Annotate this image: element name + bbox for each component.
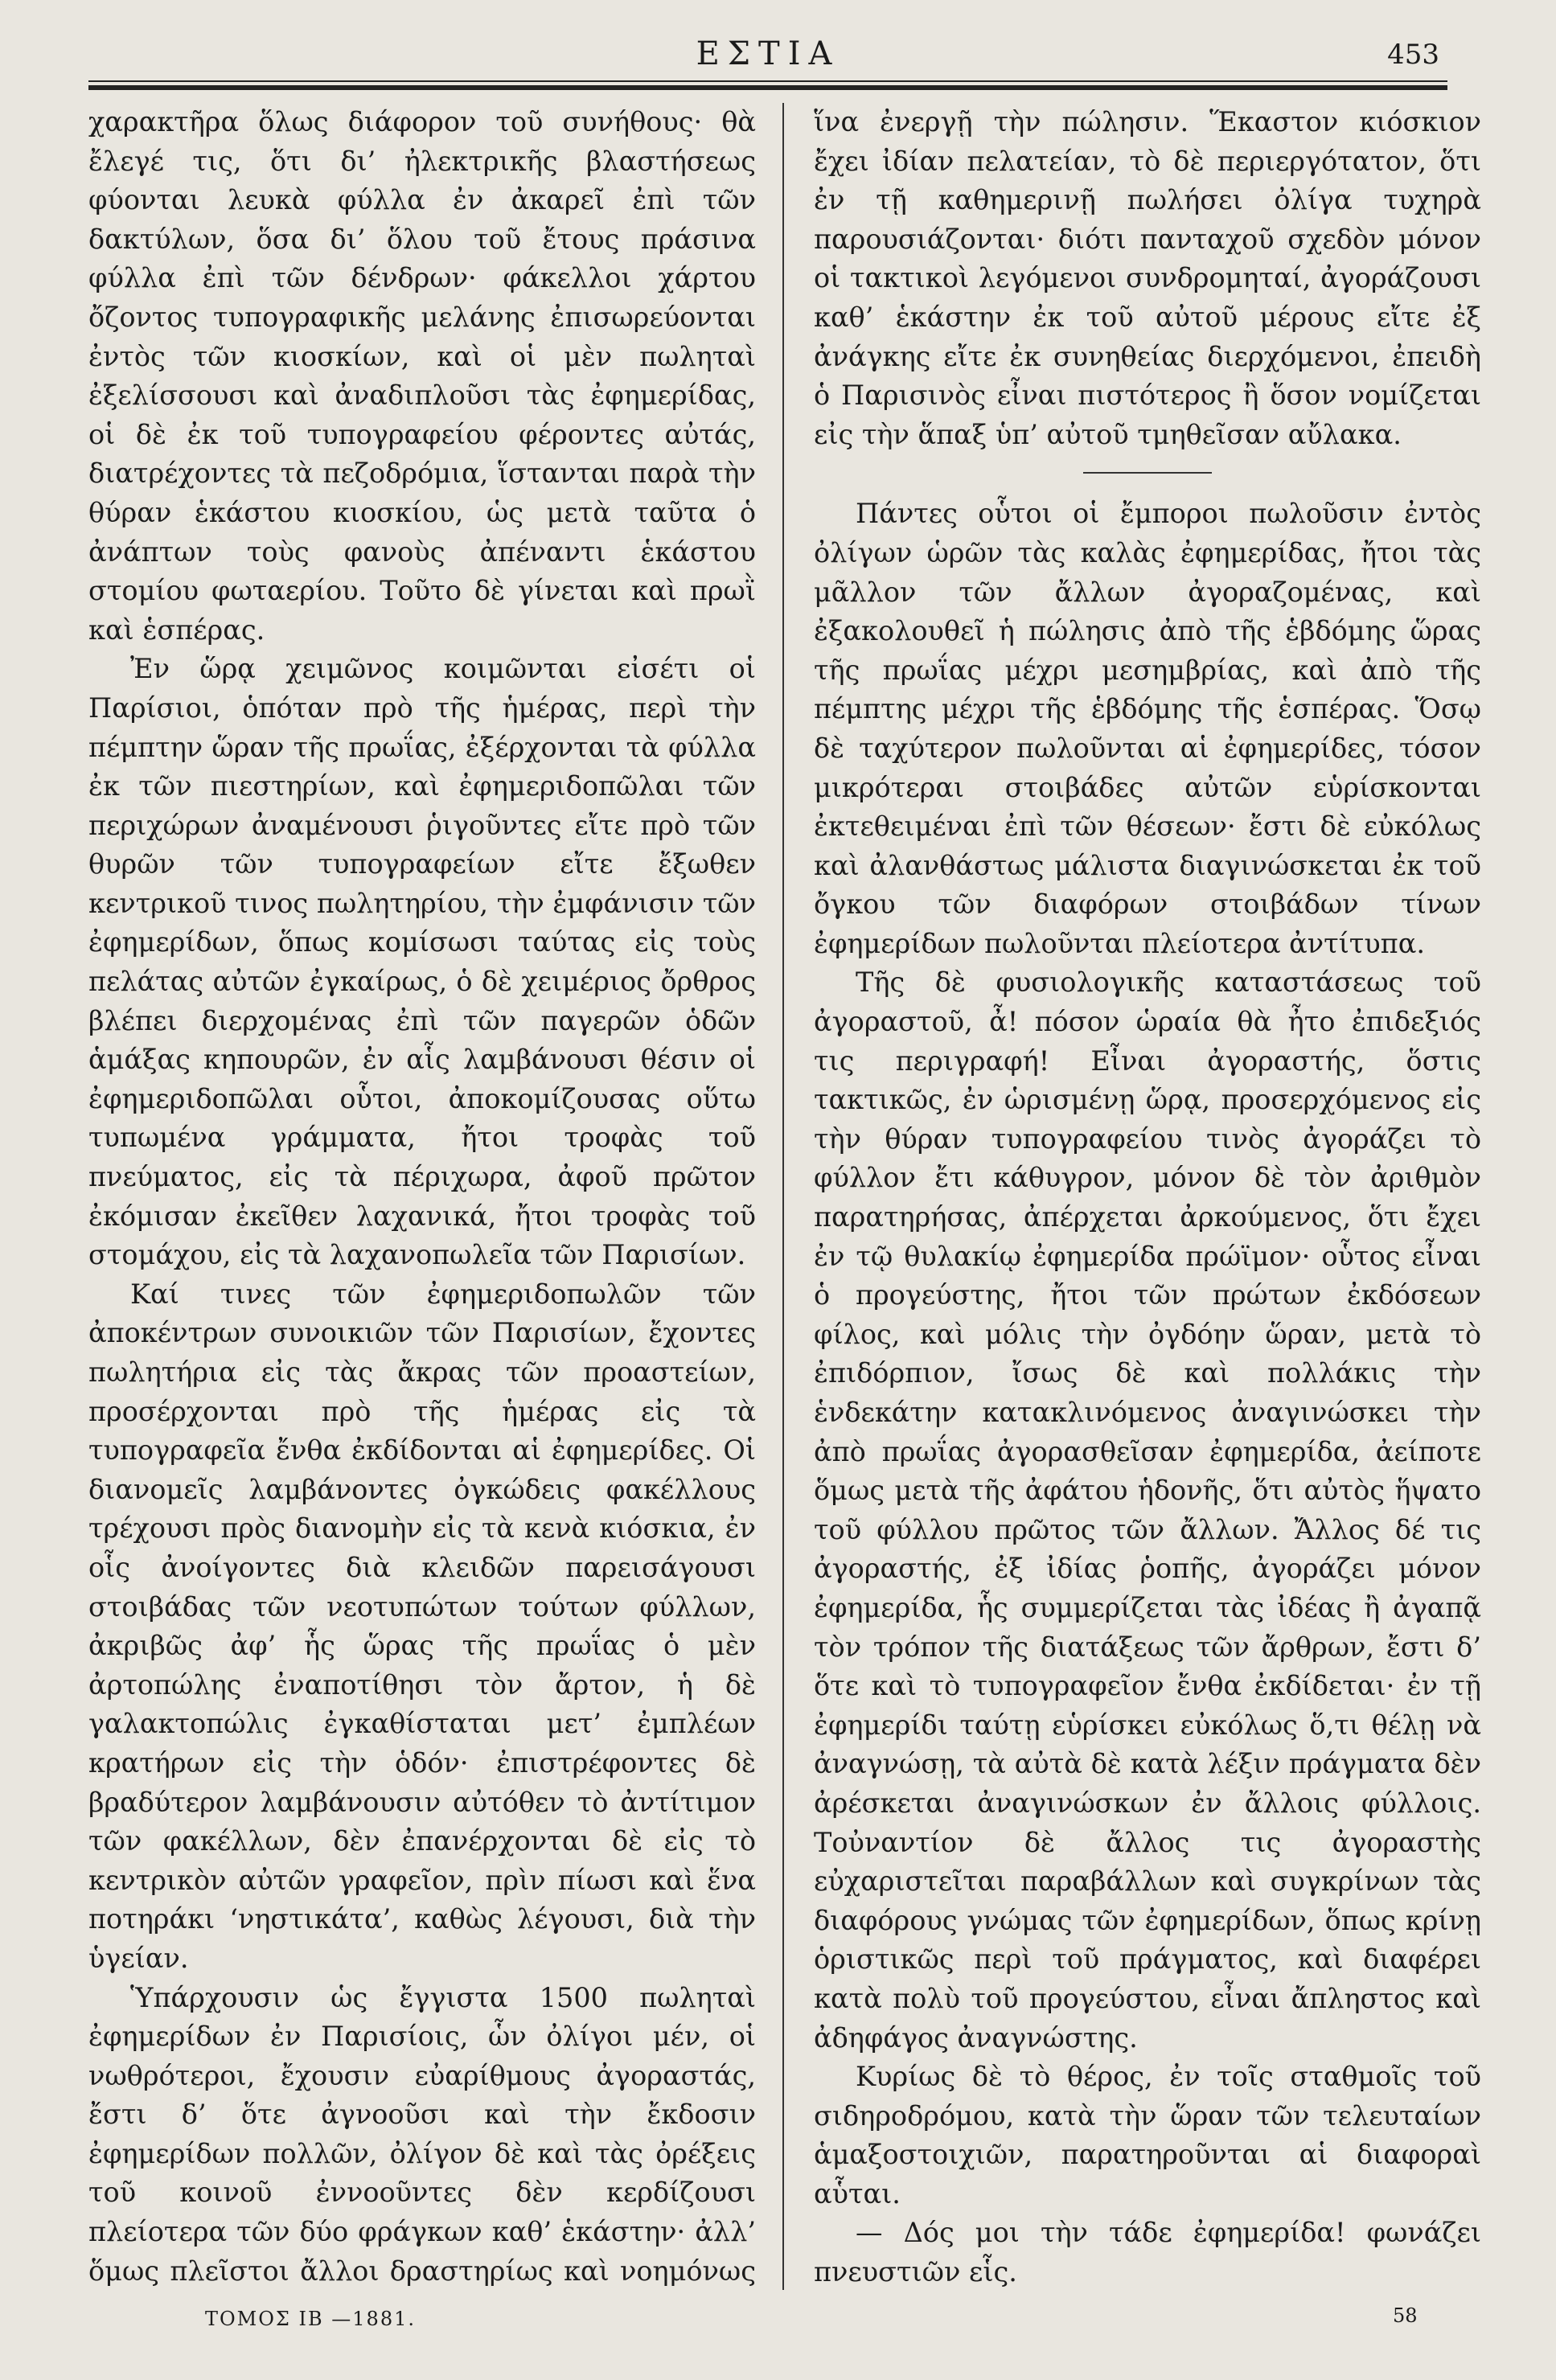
paragraph: Τῆς δὲ φυσιολογικῆς καταστάσεως τοῦ ἀγοραστοῦ, ἆ! πόσον ὡραία θὰ ἦτο ἐπιδεξιός τις περιγραφή! Εἶναι ἀγοραστής, ὅστις τακτικῶς, ἐν ὡρισμένῃ ὥρᾳ, προσερχόμενος εἰς τὴν θύραν τυπογραφείου τινὸς ἀγοράζει τὸ φύλλον ἔτι κάθυγρον, μόνον δὲ τὸν ἀριθμὸν παρατηρήσας, ἀπέρχεται ἀρκούμενος, ὅτι ἔχει ἐν τῷ θυλακίῳ ἐφημερίδα πρώϊμον· οὗτος εἶναι ὁ προγεύστης, ἤτοι τῶν πρώτων ἐκδόσεων φίλος, καὶ μόλις τὴν ὀγδόην ὥραν, μετὰ τὸ ἐπιδόρπιον, ἴσως δὲ καὶ πολλάκις τὴν ἑνδεκάτην κατακλινόμενος ἀναγινώσκει τὴν ἀπὸ πρωΐας ἀγορασθεῖσαν ἐφημερίδα, ἀείποτε ὅμως μετὰ τῆς ἀφάτου ἡδονῆς, ὅτι αὐτὸς ἥψατο τοῦ φύλλου πρῶτος τῶν ἄλλων. Ἄλλος δέ τις ἀγοραστής, ἐξ ἰδίας ῥοπῆς, ἀγοράζει μόνον ἐφημερίδα, ἧς συμμερίζεται τὰς ἰδέας ἢ ἀγαπᾷ τὸν τρόπον τῆς διατάξεως τῶν ἄρθρων, ἔστι δ’ ὅτε καὶ τὸ τυπογραφεῖον ἔνθα ἐκδίδεται· ἐν τῇ ἐφημερίδι ταύτῃ εὑρίσκει εὐκόλως ὅ,τι θέλῃ νὰ ἀναγνώσῃ, τὰ αὐτὰ δὲ κατὰ λέξιν πράγματα δὲν ἀρέσκεται ἀναγινώσκων ἐν ἄλλοις φύλλοις. Τοὐναντίον δὲ ἄλλος τις ἀγοραστὴς εὐχαριστεῖται παραβάλλων καὶ συγκρίνων τὰς διαφόρους γνώμας τῶν ἐφημερίδων, ὅπως κρίνῃ ὁριστικῶς περὶ τοῦ πράγματος, καὶ διαφέρει κατὰ πολὺ τοῦ προγεύστου, εἶναι ἄπληστος καὶ ἀδηφάγος ἀναγνώστης. (814, 966, 1481, 2054)
paragraph: Πάντες οὗτοι οἱ ἔμποροι πωλοῦσιν ἐντὸς ὀλίγων ὡρῶν τὰς καλὰς ἐφημερίδας, ἤτοι τὰς μᾶλλον τῶν ἄλλων ἀγοραζομένας, καὶ ἐξακολουθεῖ ἡ πώλησις ἀπὸ τῆς ἑβδόμης ὥρας τῆς πρωΐας μέχρι μεσημβρίας, καὶ ἀπὸ τῆς πέμπτης μέχρι τῆς ἑβδόμης τῆς ἑσπέρας. Ὅσῳ δὲ ταχύτερον πωλοῦνται αἱ ἐφημερίδες, τόσον μικρότεραι στοιβάδες αὐτῶν εὑρίσκονται ἐκτεθειμέναι ἐπὶ τῶν θέσεων· ἔστι δὲ εὐκόλως καὶ ἀλανθάστως μάλιστα διαγινώσκεται ἐκ τοῦ ὄγκου τῶν διαφόρων στοιβάδων τίνων ἐφημερίδων πωλοῦνται πλείοτερα ἀντίτυπα. (814, 498, 1481, 959)
paragraph: Καί τινες τῶν ἐφημεριδοπωλῶν τῶν ἀποκέντρων συνοικιῶν τῶν Παρισίων, ἔχοντες πωλητήρια εἰς τὰς ἄκρας τῶν προαστείων, προσέρχονται πρὸ τῆς ἡμέρας εἰς τὰ τυπογραφεῖα ἔνθα ἐκδίδονται αἱ ἐφημερίδες. Οἱ διανομεῖς λαμβάνοντες ὀγκώδεις φακέλλους τρέχουσι πρὸς διανομὴν εἰς τὰ κενὰ κιόσκια, ἐν οἷς ἀνοίγοντες διὰ κλειδῶν παρεισάγουσι στοιβάδας τῶν νεοτυπώτων τούτων φύλλων, ἀκριβῶς ἀφ’ ἧς ὥρας τῆς πρωΐας ὁ μὲν ἀρτοπώλης ἐναποτίθησι τὸν ἄρτον, ἡ δὲ γαλακτοπώλις ἐγκαθίσταται μετ’ ἐμπλέων κρατήρων εἰς τὴν ὁδόν· ἐπιστρέφοντες δὲ βραδύτερον λαμβάνουσιν αὐτόθεν τὸ ἀντίτιμον τῶν φακέλλων, δὲν ἐπανέρχονται δὲ εἰς τὸ κεντρικὸν αὐτῶν γραφεῖον, πρὶν πίωσι καὶ ἕνα ποτηράκι ‘νηστικάτα’, καθὼς λέγουσι, διὰ τὴν ὑγείαν. (88, 1278, 756, 1974)
running-title: ΕΣΤΙΑ (696, 35, 840, 72)
section-rule (1083, 472, 1212, 474)
paragraph: χαρακτῆρα ὅλως διάφορον τοῦ συνήθους· θὰ ἔλεγέ τις, ὅτι δι’ ἠλεκτρικῆς βλαστήσεως φύονται λευκὰ φύλλα ἐν ἀκαρεῖ ἐπὶ τῶν δακτύλων, ὅσα δι’ ὅλου τοῦ ἔτους πράσινα φύλλα ἐπὶ τῶν δένδρων· φάκελλοι χάρτου ὄζοντος τυπογραφικῆς μελάνης ἐπισωρεύονται ἐντὸς τῶν κιοσκίων, καὶ οἱ μὲν πωληταὶ ἐξελίσσουσι καὶ ἀναδιπλοῦσι τὰς ἐφημερίδας, οἱ δὲ ἐκ τοῦ τυπογραφείου φέροντες αὐτάς, διατρέχοντες τὰ πεζοδρόμια, ἵστανται παρὰ τὴν θύραν ἑκάστου κιοσκίου, ὡς μετὰ ταῦτα ὁ ἀνάπτων τοὺς φανοὺς ἀπέναντι ἑκάστου στομίου φωταερίου. Τοῦτο δὲ γίνεται καὶ πρωῒ καὶ ἑσπέρας. (88, 106, 756, 646)
column-divider (782, 103, 784, 2290)
paragraph: Ὑπάρχουσιν ὡς ἔγγιστα 1500 πωληταὶ ἐφημερίδων ἐν Παρισίοις, ὧν ὀλίγοι μέν, οἱ νωθρότεροι, ἔχουσιν εὐαρίθμους ἀγοραστάς, ἔστι δ’ ὅτε ἀγνοοῦσι καὶ τὴν ἔκδοσιν ἐφημερίδων πολλῶν, ὀλίγον δὲ καὶ τὰς ὀρέξεις τοῦ κοινοῦ ἐννοοῦντες δὲν κερδίζουσι πλείοτερα τῶν δύο φράγκων καθ’ ἑκάστην· ἀλλ’ ὅμως πλεῖστοι ἄλλοι δραστηρίως καὶ νοημόνως (88, 1981, 756, 2287)
header-rule-thick (88, 85, 1447, 90)
dialogue-line: — Δός μοι τὴν τάδε ἐφημερίδα! φωνάζει πνευστιῶν εἷς. (814, 2217, 1481, 2288)
page-number: 453 (1387, 39, 1439, 71)
paragraph: Κυρίως δὲ τὸ θέρος, ἐν τοῖς σταθμοῖς τοῦ σιδηροδρόμου, κατὰ τὴν ὥραν τῶν τελευταίων ἁμαξοστοιχιῶν, παρατηροῦνται αἱ διαφοραὶ αὗται. (814, 2061, 1481, 2210)
signature-mark: 58 (1393, 2304, 1418, 2327)
volume-footer: ΤΟΜΟΣ ΙΒ —1881. (205, 2308, 416, 2330)
header-rule-thin (88, 80, 1447, 82)
page-header (88, 27, 1447, 76)
right-column (814, 103, 1481, 2290)
paragraph: Ἐν ὥρᾳ χειμῶνος κοιμῶνται εἰσέτι οἱ Παρίσιοι, ὁπόταν πρὸ τῆς ἡμέρας, περὶ τὴν πέμπτην ὥραν τῆς πρωΐας, ἐξέρχονται τὰ φύλλα ἐκ τῶν πιεστηρίων, καὶ ἐφημεριδοπῶλαι τῶν περιχώρων ἀναμένουσι ῥιγοῦντες εἴτε πρὸ τῶν θυρῶν τῶν τυπογραφείων εἴτε ἔξωθεν κεντρικοῦ τινος πωλητηρίου, τὴν ἐμφάνισιν τῶν ἐφημερίδων, ὅπως κομίσωσι ταύτας εἰς τοὺς πελάτας αὐτῶν ἐγκαίρως, ὁ δὲ χειμέριος ὄρθρος βλέπει διερχομένας ἐπὶ τῶν παγερῶν ὁδῶν ἁμάξας κηπουρῶν, ἐν αἷς λαμβάνουσι θέσιν οἱ ἐφημεριδοπῶλαι οὗτοι, ἀποκομίζουσας οὕτω τυπωμένα γράμματα, ἤτοι τροφὰς τοῦ πνεύματος, εἰς τὰ πέριχωρα, ἀφοῦ πρῶτον ἐκόμισαν ἐκεῖθεν λαχανικά, ἤτοι τροφὰς τοῦ στομάχου, εἰς τὰ λαχανοπωλεῖα τῶν Παρισίων. (88, 653, 756, 1271)
paragraph: ἵνα ἐνεργῇ τὴν πώλησιν. Ἕκαστον κιόσκιον ἔχει ἰδίαν πελατείαν, τὸ δὲ περιεργότατον, ὅτι ἐν τῇ καθημερινῇ πωλήσει ὀλίγα τυχηρὰ παρουσιάζονται· διότι πανταχοῦ σχεδὸν μόνον οἱ τακτικοὶ λεγόμενοι συνδρομηταί, ἀγοράζουσι καθ’ ἑκάστην ἐκ τοῦ αὐτοῦ μέρους εἴτε ἐξ ἀνάγκης εἴτε ἐκ συνηθείας διερχόμενοι, ἐπειδὴ ὁ Παρισινὸς εἶναι πιστότερος ἢ ὅσον νομίζεται εἰς τὴν ἅπαξ ὑπ’ αὐτοῦ τμηθεῖσαν αὔλακα. (814, 106, 1481, 450)
left-column (88, 103, 756, 2290)
